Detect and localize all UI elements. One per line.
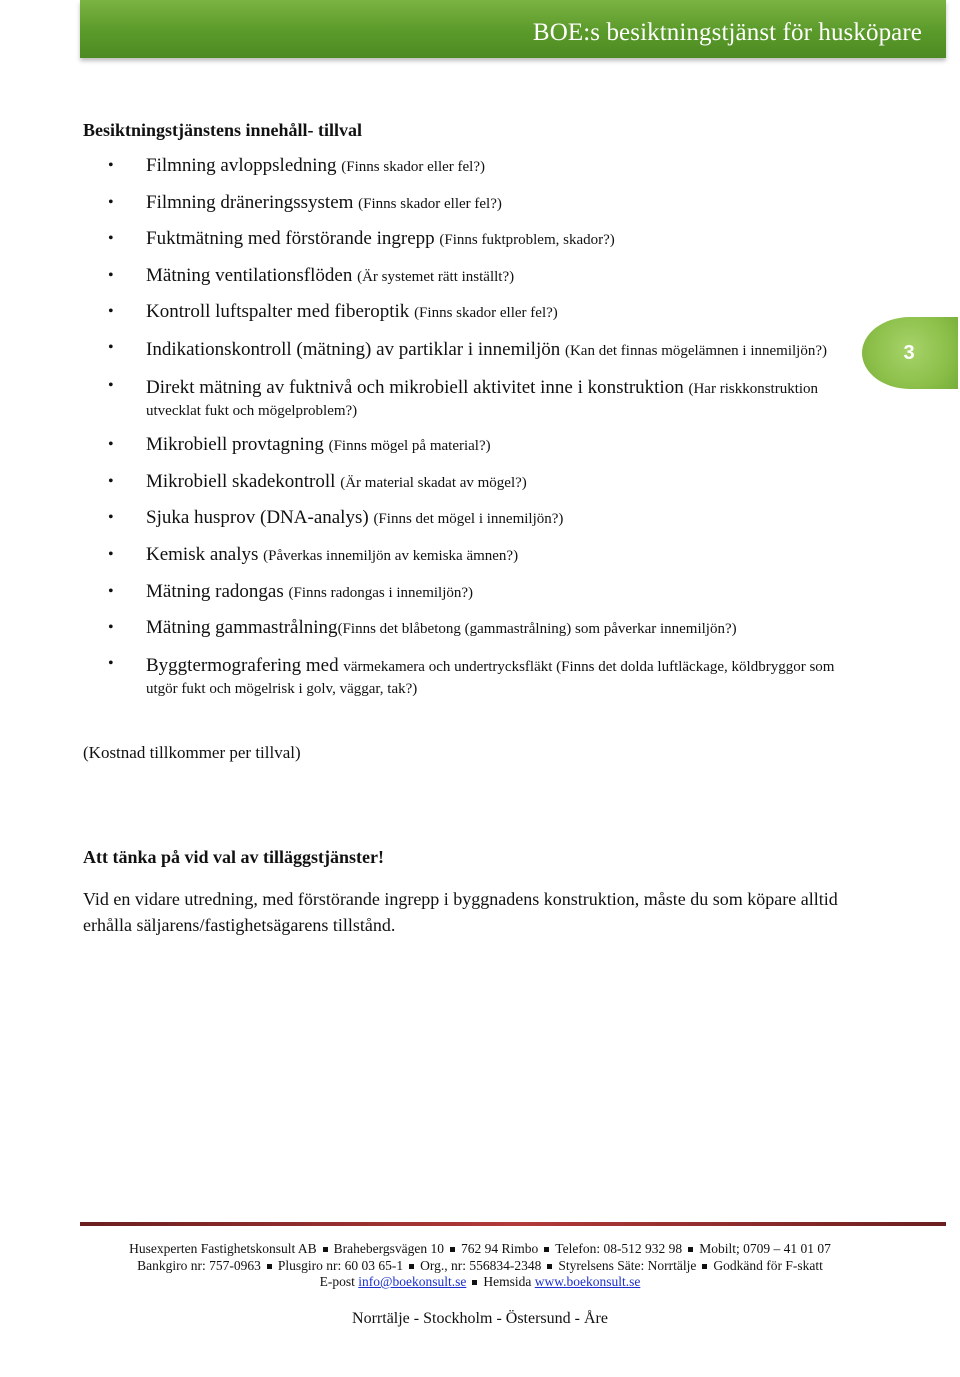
item-note: värmekamera och undertrycksfläkt (Finns det dolda luftläckage, köldbryggor som utgör fukt och mögelrisk i golv, väggar, tak?) xyxy=(146,658,835,697)
page-number: 3 xyxy=(903,341,915,364)
item-note: (Är systemet rätt inställt?) xyxy=(357,268,515,285)
footer-company: Husexperten Fastighetskonsult AB xyxy=(129,1241,317,1256)
footer-approved: Godkänd för F-skatt xyxy=(713,1257,823,1273)
item-note: (Finns radongas i innemiljön?) xyxy=(288,584,474,601)
page-number-badge xyxy=(862,317,958,389)
footer-line-2 xyxy=(0,1258,960,1275)
tillval-list xyxy=(83,155,843,712)
list-item xyxy=(83,228,843,251)
footer-divider xyxy=(80,1222,946,1226)
think-body: Vid en vidare utredning, med förstörande ingrepp i byggnadens konstruktion, måste du som köpare alltid erhålla säljarens/fastighetsägarens tillstånd. xyxy=(83,889,838,935)
item-title: Filmning dräneringssystem xyxy=(146,191,354,213)
list-item xyxy=(83,581,843,604)
list-item xyxy=(83,338,843,362)
list-item xyxy=(83,155,843,178)
bullet-icon: • xyxy=(108,230,114,248)
footer-postal: 762 94 Rimbo xyxy=(461,1241,539,1256)
website-link[interactable]: www.boekonsult.se xyxy=(534,1274,641,1289)
square-bullet-icon xyxy=(323,1247,328,1252)
header-bar xyxy=(80,0,946,58)
item-title: Kontroll luftspalter med fiberoptik xyxy=(146,301,410,323)
item-note: (Finns skador eller fel?) xyxy=(414,305,558,322)
header-title: BOE:s besiktningstjänst för husköpare xyxy=(532,19,922,46)
footer-phone: Telefon: 08-512 932 98 xyxy=(555,1241,683,1256)
square-bullet-icon xyxy=(702,1264,707,1269)
square-bullet-icon xyxy=(547,1264,552,1269)
square-bullet-icon xyxy=(544,1247,549,1252)
list-item xyxy=(83,654,843,699)
item-note: (Finns fuktproblem, skador?) xyxy=(439,232,615,249)
footer-bankgiro: Bankgiro nr: 757-0963 xyxy=(137,1257,261,1273)
list-item xyxy=(83,544,843,567)
square-bullet-icon xyxy=(267,1264,272,1269)
item-title: Mätning ventilationsflöden xyxy=(146,264,353,286)
footer-plusgiro: Plusgiro nr: 60 03 65-1 xyxy=(277,1257,404,1273)
item-title: Direkt mätning av fuktnivå och mikrobiell aktivitet inne i konstruktion xyxy=(146,376,684,398)
item-note: (Finns mögel på material?) xyxy=(328,438,491,455)
footer-address: Brahebergsvägen 10 xyxy=(333,1241,445,1256)
item-note: (Är material skadat av mögel?) xyxy=(340,474,527,491)
bullet-icon: • xyxy=(108,545,114,563)
list-item xyxy=(83,265,843,288)
think-heading: Att tänka på vid val av tilläggstjänster! xyxy=(83,847,384,867)
item-title: Mikrobiell skadekontroll xyxy=(146,470,336,492)
cost-note: (Kostnad tillkommer per tillval) xyxy=(83,743,301,762)
item-note: (Finns det mögel i innemiljön?) xyxy=(373,511,564,528)
item-title: Sjuka husprov (DNA-analys) xyxy=(146,507,369,529)
item-title: Mätning radongas xyxy=(146,580,284,602)
email-link[interactable]: info@boekonsult.se xyxy=(358,1274,467,1289)
square-bullet-icon xyxy=(409,1264,414,1269)
footer-email-label: E-post xyxy=(319,1274,355,1289)
list-item xyxy=(83,507,843,530)
item-title: Kemisk analys xyxy=(146,543,259,565)
bullet-icon: • xyxy=(108,376,114,394)
list-item xyxy=(83,471,843,494)
list-item xyxy=(83,301,843,324)
item-title: Mätning gammastrålning xyxy=(146,617,338,639)
list-item xyxy=(83,192,843,215)
bullet-icon: • xyxy=(108,436,114,454)
bullet-icon: • xyxy=(108,472,114,490)
item-title: Filmning avloppsledning xyxy=(146,155,337,176)
bullet-icon: • xyxy=(108,619,114,637)
footer-cities: Norrtälje - Stockholm - Östersund - Åre xyxy=(352,1310,608,1327)
square-bullet-icon xyxy=(688,1247,693,1252)
item-note: (Påverkas innemiljön av kemiska ämnen?) xyxy=(263,547,519,564)
bullet-icon: • xyxy=(108,157,114,174)
bullet-icon: • xyxy=(108,654,114,672)
footer-line-1 xyxy=(0,1241,960,1258)
footer-web-label: Hemsida xyxy=(483,1274,532,1289)
square-bullet-icon xyxy=(472,1280,477,1285)
footer xyxy=(0,1241,960,1291)
footer-mobile: Mobilt; 0709 – 41 01 07 xyxy=(699,1241,831,1256)
list-item xyxy=(83,434,843,457)
footer-org: Org., nr: 556834-2348 xyxy=(420,1257,542,1273)
square-bullet-icon xyxy=(450,1247,455,1252)
bullet-icon: • xyxy=(108,582,114,600)
item-title: Fuktmätning med förstörande ingrepp xyxy=(146,228,435,250)
bullet-icon: • xyxy=(108,338,114,356)
footer-seat: Styrelsens Säte: Norrtälje xyxy=(558,1257,697,1273)
item-title: Indikationskontroll (mätning) av partiklar i innemiljön xyxy=(146,338,561,360)
footer-line-3 xyxy=(0,1274,960,1291)
bullet-icon: • xyxy=(108,193,114,211)
bullet-icon: • xyxy=(108,303,114,321)
item-note: (Finns skador eller fel?) xyxy=(341,159,485,175)
item-note: (Kan det finnas mögelämnen i innemiljön?) xyxy=(564,342,827,359)
list-item xyxy=(83,617,843,640)
item-title: Mikrobiell provtagning xyxy=(146,434,324,456)
item-note: (Har riskkonstruktion utvecklat fukt och mögelproblem?) xyxy=(146,380,819,419)
item-note: (Finns skador eller fel?) xyxy=(358,195,502,212)
item-title: Byggtermografering med xyxy=(146,654,339,676)
bullet-icon: • xyxy=(108,266,114,284)
bullet-icon: • xyxy=(108,509,114,527)
item-note: (Finns det blåbetong (gammastrålning) som påverkar innemiljön?) xyxy=(337,621,737,638)
list-item xyxy=(83,376,843,421)
section-heading: Besiktningstjänstens innehåll- tillval xyxy=(83,120,363,140)
